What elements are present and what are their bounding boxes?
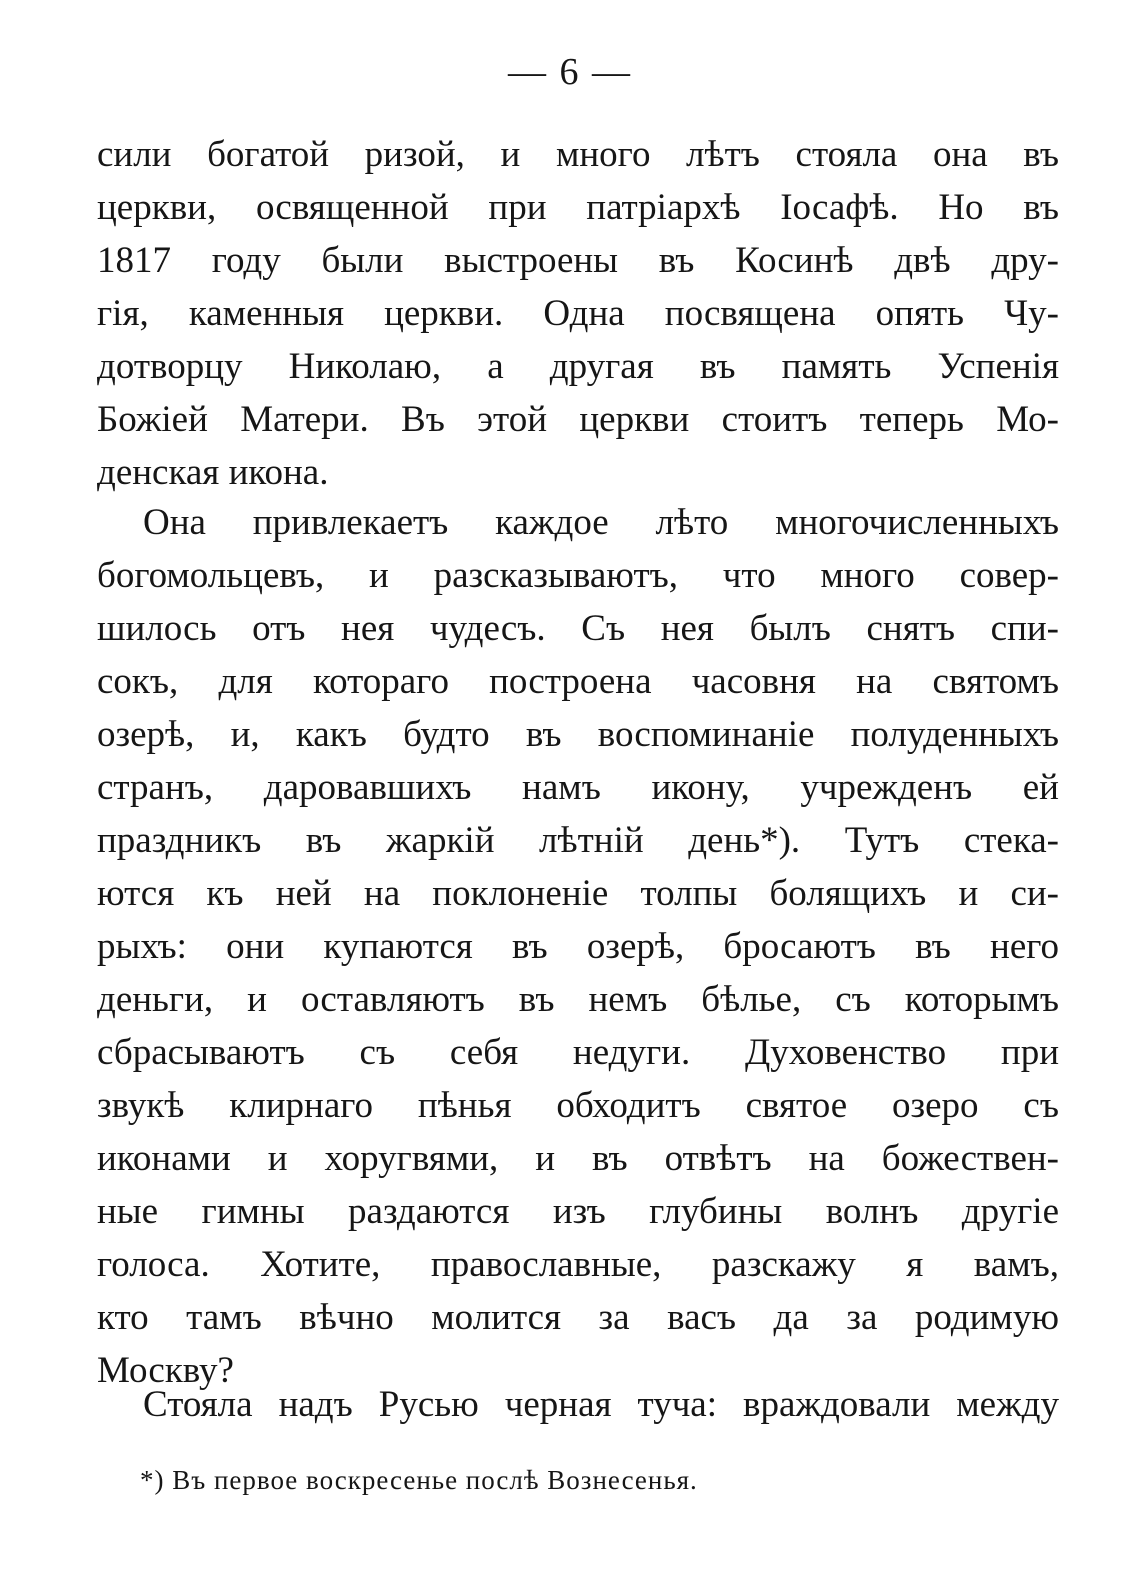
footnote: *) Въ первое воскресенье послѣ Вознесенья. [140, 1465, 698, 1495]
text-line: Стояла надъ Русью черная туча: враждовали между [143, 1384, 1059, 1425]
text-line: странъ, даровавшихъ намъ икону, учрежденъ ей [97, 767, 1059, 808]
text-line: церкви, освященной при патріархѣ Іосафѣ. Но въ [97, 187, 1059, 228]
text-line: сили богатой ризой, и много лѣтъ стояла она въ [97, 134, 1059, 175]
text-line: кто тамъ вѣчно молится за васъ да за родимую [97, 1297, 1059, 1338]
text-line: озерѣ, и, какъ будто въ воспоминаніе полуденныхъ [97, 714, 1059, 755]
text-line: Москву? [97, 1350, 234, 1391]
text-line: Она привлекаетъ каждое лѣто многочисленныхъ [143, 502, 1059, 543]
text-line: рыхъ: они купаются въ озерѣ, бросаютъ въ него [97, 926, 1059, 967]
text-line: дотворцу Николаю, а другая въ память Успенія [97, 346, 1059, 387]
text-line: сбрасываютъ съ себя недуги. Духовенство при [97, 1032, 1059, 1073]
paragraph-2 [97, 496, 1059, 1397]
text-line: голоса. Хотите, православные, разскажу я вамъ, [97, 1244, 1059, 1285]
text-line: 1817 году были выстроены въ Косинѣ двѣ дру- [97, 240, 1059, 281]
text-line: Божіей Матери. Въ этой церкви стоитъ теперь Мо- [97, 399, 1059, 440]
text-line: иконами и хоругвями, и въ отвѣтъ на божествен- [97, 1138, 1059, 1179]
paragraph-3 [97, 1378, 1059, 1431]
text-line: ются къ ней на поклоненіе толпы болящихъ и си- [97, 873, 1059, 914]
text-line: богомольцевъ, и разсказываютъ, что много совер- [97, 555, 1059, 596]
text-line: звукѣ клирнаго пѣнья обходитъ святое озеро съ [97, 1085, 1059, 1126]
text-line: ные гимны раздаются изъ глубины волнъ другіе [97, 1191, 1059, 1232]
text-line: деньги, и оставляютъ въ немъ бѣлье, съ которымъ [97, 979, 1059, 1020]
text-line: гія, каменныя церкви. Одна посвящена опять Чу- [97, 293, 1059, 334]
text-line: денская икона. [97, 452, 329, 493]
text-line: сокъ, для котораго построена часовня на святомъ [97, 661, 1059, 702]
paragraph-1 [97, 128, 1059, 499]
text-line: шилось отъ нея чудесъ. Съ нея былъ снятъ спи- [97, 608, 1059, 649]
page-number: — 6 — [508, 51, 632, 93]
text-line: праздникъ въ жаркій лѣтній день*). Тутъ стека- [97, 820, 1059, 861]
